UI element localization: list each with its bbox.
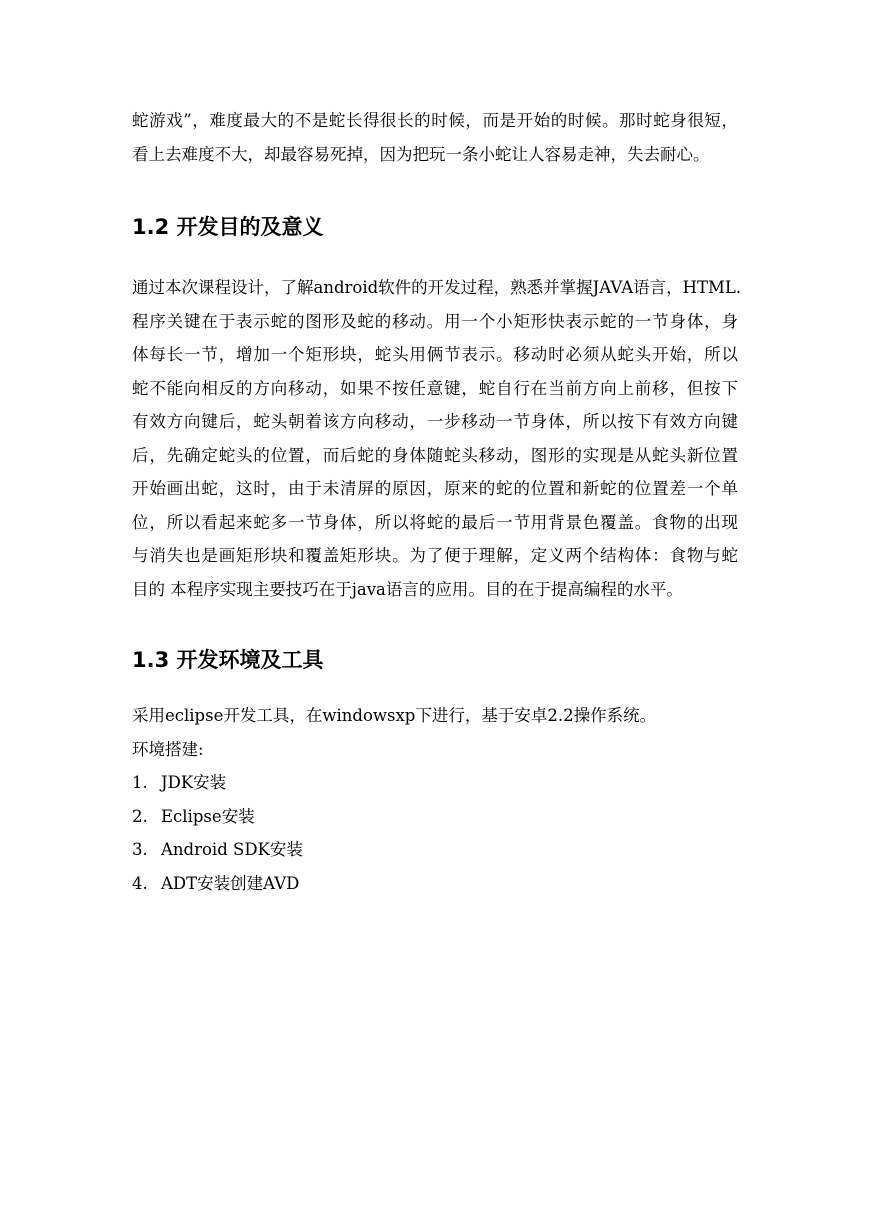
list-item-text: Android SDK安装 [161, 840, 303, 859]
intro-line: 蛇游戏”，难度最大的不是蛇长得很长的时候，而是开始的时候。那时蛇身很短， [132, 111, 738, 130]
list-item [132, 833, 738, 867]
paragraph-line: 开始画出蛇，这时，由于未清屏的原因，原来的蛇的位置和新蛇的位置差一个单 [132, 479, 738, 498]
list-item-number: 4. [132, 873, 148, 893]
list-item-text: ADT安装创建AVD [161, 873, 300, 893]
environment-description: 采用eclipse开发工具，在windowsxp下进行，基于安卓2.2操作系统。 [132, 706, 657, 725]
paragraph-line: 与消失也是画矩形块和覆盖矩形块。为了便于理解，定义两个结构体：食物与蛇 [132, 546, 738, 565]
document-page [132, 104, 742, 900]
paragraph-line: 程序关键在于表示蛇的图形及蛇的移动。用一个小矩形快表示蛇的一节身体，身 [132, 311, 738, 331]
list-item-number: 2. [132, 806, 148, 826]
paragraph-line: 位，所以看起来蛇多一节身体，所以将蛇的最后一节用背景色覆盖。食物的出现 [132, 512, 738, 532]
paragraph-line: 后，先确定蛇头的位置，而后蛇的身体随蛇头移动，图形的实现是从蛇头新位置 [132, 445, 738, 465]
setup-steps-list [132, 766, 738, 900]
paragraph-line: 体每长一节，增加一个矩形块，蛇头用俩节表示。移动时必须从蛇头开始，所以 [132, 345, 738, 364]
list-item [132, 800, 738, 834]
list-item [132, 867, 738, 901]
paragraph-line: 蛇不能向相反的方向移动，如果不按任意键，蛇自行在当前方向上前移，但按下 [132, 378, 738, 398]
section-heading-1-2: 1.2 开发目的及意义 [132, 215, 324, 239]
list-item-number: 1. [132, 773, 148, 792]
section-heading-1-3: 1.3 开发环境及工具 [132, 648, 324, 672]
list-item-number: 3. [132, 840, 148, 859]
section-1-2-paragraph [132, 271, 742, 606]
setup-label: 环境搭建: [132, 739, 204, 759]
list-item [132, 766, 738, 800]
paragraph-line: 通过本次课程设计，了解android软件的开发过程，熟悉并掌握JAVA语言，HTML. [132, 278, 742, 297]
list-item-text: Eclipse安装 [161, 806, 255, 826]
intro-paragraph [132, 104, 738, 171]
paragraph-line: 有效方向键后，蛇头朝着该方向移动，一步移动一节身体，所以按下有效方向键 [132, 412, 738, 431]
paragraph-line: 目的 本程序实现主要技巧在于java语言的应用。目的在于提高编程的水平。 [132, 579, 683, 599]
intro-line: 看上去难度不大，却最容易死掉，因为把玩一条小蛇让人容易走神，失去耐心。 [132, 144, 710, 164]
list-item-text: JDK安装 [161, 773, 227, 792]
